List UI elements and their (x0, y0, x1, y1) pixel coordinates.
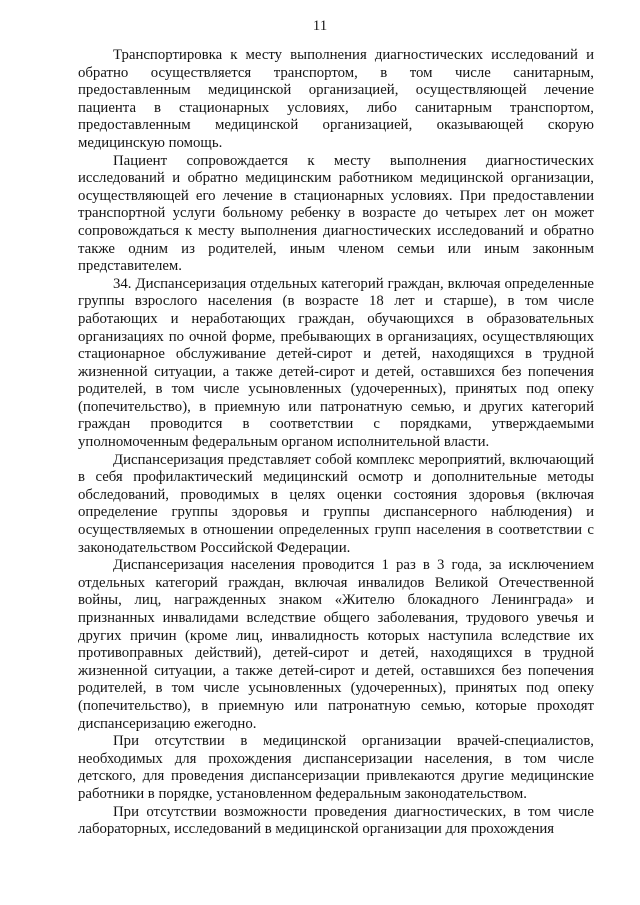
paragraph-section-34-dispensarization: 34. Диспансеризация отдельных категорий граждан, включая определенные группы взрослого населения (в возрасте 18 лет и старше), в том числе работающих и неработающих граждан, обучающихся в образовательных организациях по очной форме, пребывающих в организациях, осуществляющих стационарное обслуживание детей-сирот и детей, находящихся в трудной жизненной ситуации, а также детей-сирот и детей, оставшихся без попечения родителей, в том числе усыновленных (удочеренных), принятых под опеку (попечительство), в приемную или патронатную семью, и других категорий граждан проводится в соответствии с порядками, утверждаемыми уполномоченным федеральным органом исполнительной власти. (78, 275, 594, 451)
document-body (78, 47, 594, 839)
paragraph-patient-escort: Пациент сопровождается к месту выполнения диагностических исследований и обратно медицинским работником медицинской организации, осуществляющей его лечение в стационарных условиях. При предоставлении транспортной услуги больному ребенку в возрасте до четырех лет он может сопровождаться к месту выполнения диагностических исследований и обратно также одним из родителей, иным членом семьи или иным законным представителем. (78, 152, 594, 275)
paragraph-transportation: Транспортировка к месту выполнения диагностических исследований и обратно осуществляется транспортом, в том числе санитарным, предоставленным медицинской организацией, осуществляющей лечение пациента в стационарных условиях, либо санитарным транспортом, предоставленным медицинской организацией, оказывающей скорую медицинскую помощь. (78, 47, 594, 151)
paragraph-absence-of-specialists: При отсутствии в медицинской организации врачей-специалистов, необходимых для прохождения диспансеризации населения, в том числе детского, для проведения диспансеризации привлекаются другие медицинские работники в порядке, установленном федеральным законодательством. (78, 733, 594, 802)
paragraph-dispensarization-frequency: Диспансеризация населения проводится 1 раз в 3 года, за исключением отдельных категорий граждан, включая инвалидов Великой Отечественной войны, лиц, награжденных знаком «Жителю блокадного Ленинграда» и признанных инвалидами вследствие общего заболевания, трудового увечья и других причин (кроме лиц, инвалидность которых наступила вследствие их противоправных действий), детей-сирот и детей, находящихся в трудной жизненной ситуации, а также детей-сирот и детей, оставшихся без попечения родителей, в том числе усыновленных (удочеренных), принятых под опеку (попечительство), в приемную или патронатную семью, которые проходят диспансеризацию ежегодно. (78, 557, 594, 732)
page-number: 11 (312, 18, 328, 34)
paragraph-absence-of-diagnostics: При отсутствии возможности проведения диагностических, в том числе лабораторных, исследований в медицинской организации для прохождения (78, 803, 594, 838)
paragraph-dispensarization-definition: Диспансеризация представляет собой комплекс мероприятий, включающий в себя профилактический медицинский осмотр и дополнительные методы обследований, проводимых в целях оценки состояния здоровья (включая определение группы здоровья и группы диспансерного наблюдения) и осуществляемых в отношении определенных групп населения в соответствии с законодательством Российской Федерации. (78, 451, 594, 556)
